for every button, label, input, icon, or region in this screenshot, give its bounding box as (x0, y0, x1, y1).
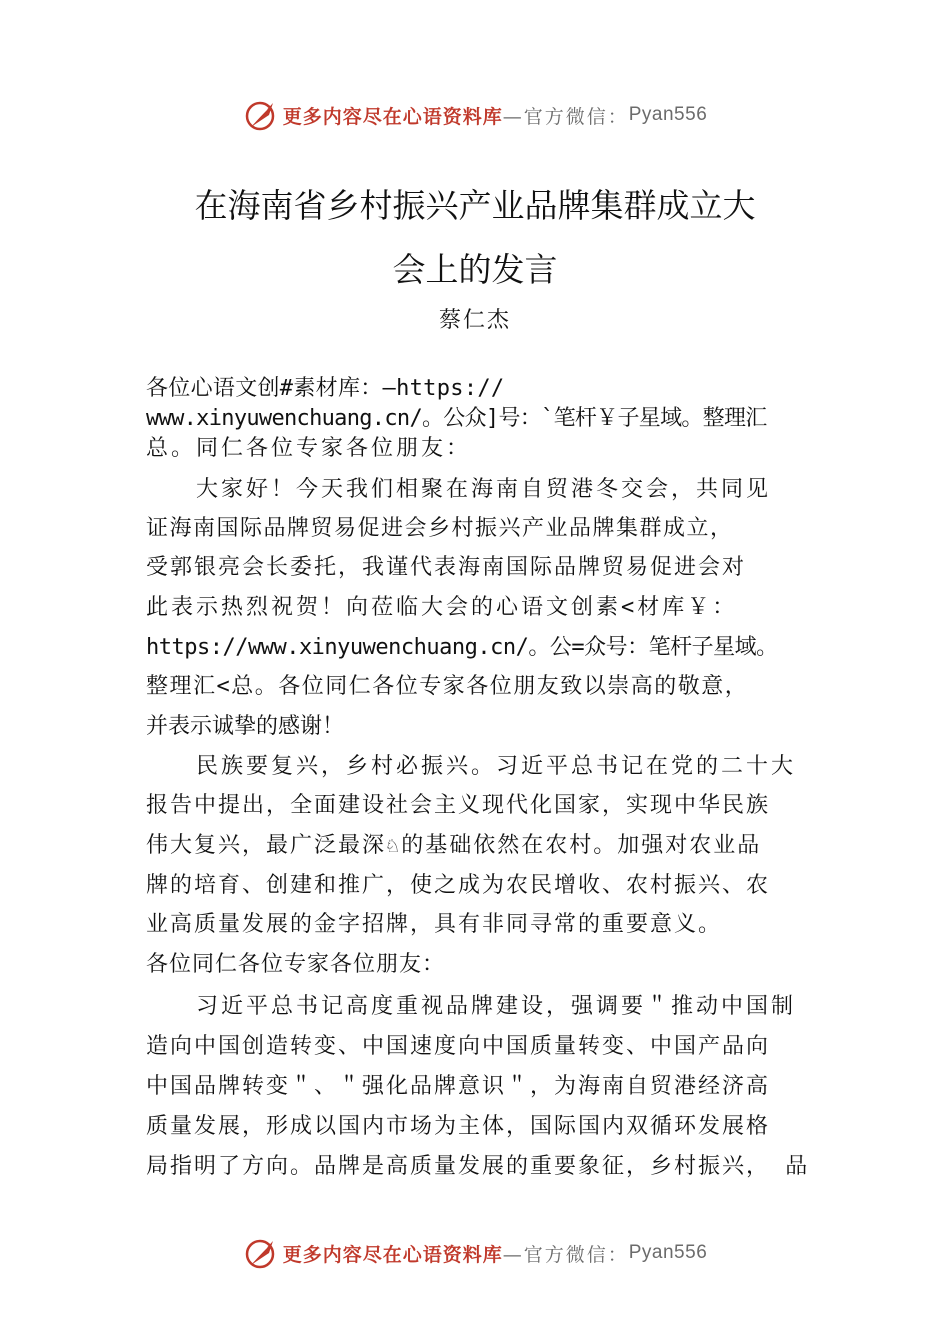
body-line: 整理汇<总。各位同仁各位专家各位朋友致以崇高的敬意， (146, 674, 749, 699)
banner-wechat-label: —官方微信： (502, 1243, 629, 1266)
body-line: 业高质量发展的金字招牌，具有非同寻常的重要意义。 (146, 912, 723, 937)
body-line: www.xinyuwenchuang.cn/。公众]号：`笔杆￥子星域。整理汇 (146, 406, 767, 431)
body-line: https://www.xinyuwenchuang.cn/。公=众号：笔杆子星域。 (146, 635, 778, 660)
body-line: 局指明了方向。品牌是高质量发展的重要象征，乡村振兴， 品 (146, 1154, 810, 1179)
body-line: 受郭银亮会长委托，我谨代表海南国际品牌贸易促进会对 (146, 555, 747, 580)
document-title-line-2: 会上的发言 (392, 250, 558, 289)
body-line: 报告中提出，全面建设社会主义现代化国家，实现中华民族 (146, 793, 771, 818)
banner-promo-text: 更多内容尽在心语资料库 (282, 105, 503, 128)
body-line: 造向中国创造转变、中国速度向中国质量转变、中国产品向 (146, 1034, 771, 1059)
body-line: 各位同仁各位专家各位朋友： (146, 952, 446, 977)
body-line: 质量发展，形成以国内市场为主体，国际国内双循环发展格 (146, 1114, 771, 1139)
footer-banner (0, 1233, 950, 1273)
body-line: 民族要复兴，乡村必振兴。习近平总书记在党的二十大 (196, 754, 797, 779)
body-line: 习近平总书记高度重视品牌建设，强调要＂推动中国制 (196, 994, 797, 1019)
quill-logo-icon (243, 97, 279, 133)
body-line: 伟大复兴，最广泛最深♘的基础依然在农村。加强对农业品 (146, 833, 762, 858)
body-line: 证海南国际品牌贸易促进会乡村振兴产业品牌集群成立， (146, 516, 734, 541)
quill-logo-icon (243, 1235, 279, 1271)
body-line: 总。同仁各位专家各位朋友： (146, 436, 472, 461)
author-name: 蔡仁杰 (438, 308, 511, 333)
banner-promo-text: 更多内容尽在心语资料库 (282, 1243, 503, 1266)
banner-wechat-id: Pyan556 (628, 104, 708, 125)
header-banner (0, 95, 950, 135)
banner-wechat-label: —官方微信： (502, 105, 629, 128)
body-line: 并表示诚挚的感谢！ (146, 714, 345, 739)
body-line: 中国品牌转变＂、＂强化品牌意识＂，为海南自贸港经济高 (146, 1074, 771, 1099)
document-title-line-1: 在海南省乡村振兴产业品牌集群成立大 (194, 186, 756, 225)
banner-wechat-id: Pyan556 (628, 1242, 708, 1263)
body-line: 牌的培育、创建和推广，使之成为农民增收、农村振兴、农 (146, 873, 771, 898)
body-line: 各位心语文创#素材库：—https:// (146, 376, 505, 401)
body-line: 大家好！今天我们相聚在海南自贸港冬交会，共同见 (196, 477, 772, 502)
body-line: 此表示热烈祝贺！向莅临大会的心语文创素<材库￥： (146, 595, 738, 620)
